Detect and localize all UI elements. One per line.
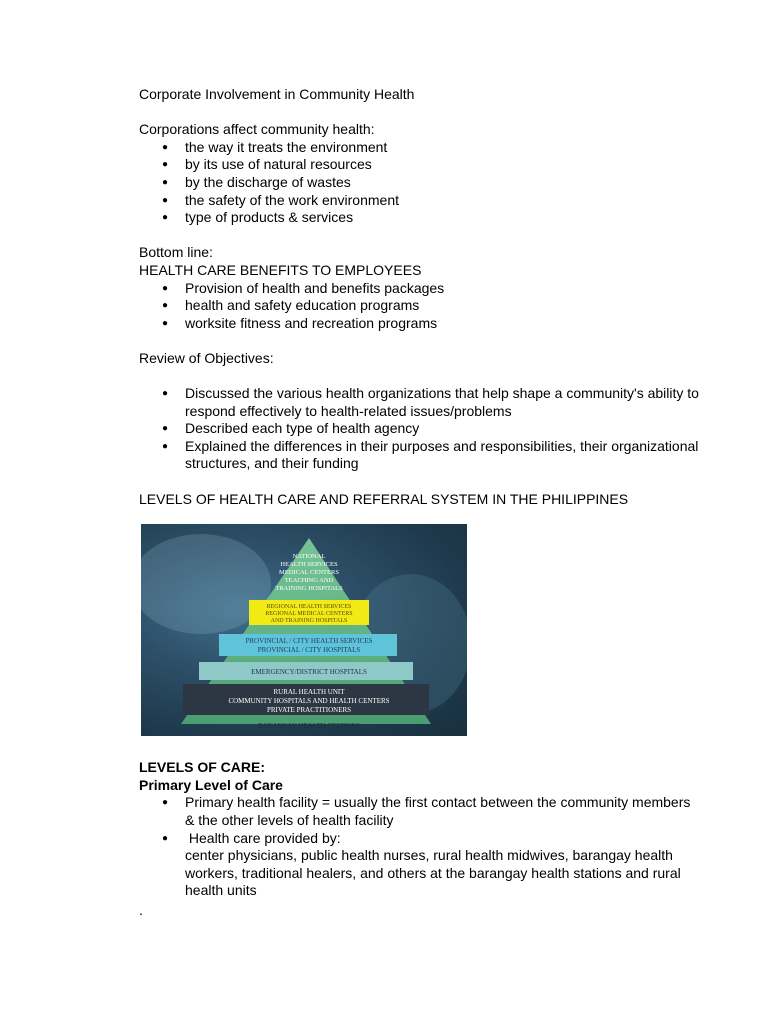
list-item: ● Described each type of health agency	[185, 420, 699, 438]
corporations-list	[139, 139, 699, 227]
rural-line: COMMUNITY HOSPITALS AND HEALTH CENTERS	[228, 697, 390, 706]
provincial-line: PROVINCIAL / CITY HOSPITALS	[257, 646, 361, 655]
regional-line: REGIONAL MEDICAL CENTERS	[265, 611, 353, 618]
objectives-list	[139, 385, 699, 473]
list-item: ● health and safety education programs	[185, 297, 699, 315]
benefits-list	[139, 280, 699, 333]
levels-heading: LEVELS OF HEALTH CARE AND REFERRAL SYSTEM IN THE PHILIPPINES	[139, 490, 629, 507]
health-care-pyramid-photo	[141, 524, 467, 736]
provincial-line: PROVINCIAL / CITY HEALTH SERVICES	[245, 637, 373, 646]
list-item: ● Primary health facility = usually the first contact between the community members & the other levels of health facility	[185, 794, 699, 829]
list-item	[185, 830, 699, 900]
base-line: BARANGAY HEALTH STATIONS	[257, 722, 361, 731]
rural-line: RURAL HEALTH UNIT	[273, 688, 345, 697]
regional-line: REGIONAL HEALTH SERVICES	[266, 604, 352, 611]
list-item: ● type of products & services	[185, 209, 699, 227]
section-corporations-heading: Corporations affect community health:	[139, 121, 375, 138]
trailing-mark: .	[139, 902, 143, 918]
objectives-heading: Review of Objectives:	[139, 349, 274, 366]
list-item: ● the safety of the work environment	[185, 192, 699, 210]
care-provided-label: Health care provided by:	[185, 829, 341, 846]
primary-level-subheading: Primary Level of Care	[139, 776, 283, 793]
levels-of-care-heading: LEVELS OF CARE:	[139, 759, 266, 776]
pyramid-top-line: MEDICAL CENTERS	[279, 569, 339, 577]
list-item: ● worksite fitness and recreation programs	[185, 315, 699, 333]
pyramid-top-line: NATIONAL	[292, 553, 326, 561]
pyramid-top-line: TEACHING AND	[284, 577, 334, 585]
rural-line: PRIVATE PRACTITIONERS	[266, 706, 352, 715]
list-item: ● by its use of natural resources	[185, 156, 699, 174]
district-line: EMERGENCY/DISTRICT HOSPITALS	[251, 668, 367, 677]
care-provided-detail: center physicians, public health nurses, rural health midwives, barangay health workers, traditional healers, and others at the barangay health stations and rural health units	[185, 847, 681, 899]
list-item: ● Discussed the various health organizations that help shape a community's ability to respond effectively to health-related issues/problems	[185, 385, 699, 420]
list-item: ● by the discharge of wastes	[185, 174, 699, 192]
bottom-line-label: Bottom line:	[139, 244, 213, 261]
list-item: ● the way it treats the environment	[185, 139, 699, 157]
pyramid-top-line: TRAINING HOSPITALS	[275, 585, 343, 593]
document-page	[139, 86, 699, 920]
benefits-heading: HEALTH CARE BENEFITS TO EMPLOYEES	[139, 261, 422, 278]
primary-care-list	[139, 794, 699, 900]
regional-line: AND TRAINING HOSPITALS	[270, 618, 348, 625]
pyramid-top-line: HEALTH SERVICES	[280, 561, 338, 569]
document-title: Corporate Involvement in Community Health	[139, 86, 415, 102]
list-item: ● Provision of health and benefits packages	[185, 280, 699, 298]
list-item: ● Explained the differences in their purposes and responsibilities, their organizational structures, and their funding	[185, 438, 699, 473]
